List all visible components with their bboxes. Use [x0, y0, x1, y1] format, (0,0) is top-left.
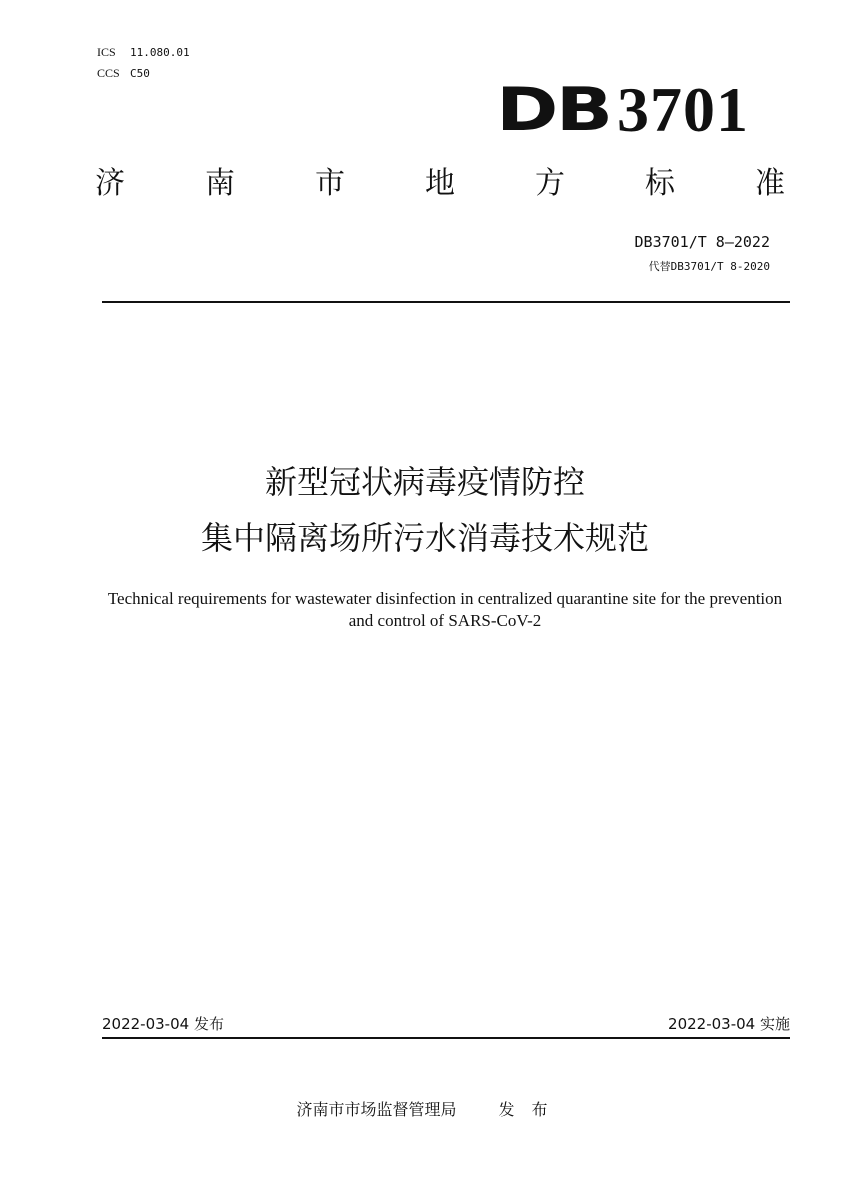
standard-type-char: 准: [755, 166, 785, 201]
publisher-line: [0, 1099, 850, 1121]
standard-type-char: 方: [535, 166, 565, 201]
chinese-title-line-2: 集中隔离场所污水消毒技术规范: [200, 519, 649, 557]
ccs-line: [97, 63, 190, 84]
logo-number: 3701: [617, 74, 749, 145]
standard-type-char: 地: [425, 166, 455, 201]
standard-number-block: [635, 232, 770, 276]
standard-type-char: 标: [645, 166, 675, 201]
standard-type-heading: [95, 164, 785, 204]
replaces-note: 代替DB3701/T 8-2020: [648, 260, 770, 273]
standard-type-char: 济: [95, 166, 125, 201]
standard-number: DB3701/T 8—2022: [634, 233, 770, 251]
chinese-title-line-1: 新型冠状病毒疫情防控: [264, 463, 585, 501]
classification-codes: [97, 42, 190, 84]
implementation-date: 2022-03-04 实施: [668, 1015, 790, 1033]
publish-action: 发 布: [498, 1100, 554, 1119]
ics-value: 11.080.01: [130, 46, 190, 59]
ics-label: ICS: [97, 45, 116, 59]
bottom-divider: [102, 1037, 790, 1039]
publisher-org: 济南市市场监督管理局: [296, 1100, 457, 1119]
logo-prefix: DB: [496, 75, 611, 145]
ccs-value: C50: [130, 67, 150, 80]
standard-type-char: 南: [205, 166, 235, 201]
standard-logo: [496, 70, 749, 145]
issue-date: 2022-03-04 发布: [102, 1015, 224, 1033]
ccs-label: CCS: [97, 66, 120, 80]
ics-line: [97, 42, 190, 63]
standard-type-char: 市: [315, 166, 345, 201]
english-title: Technical requirements for wastewater disinfection in centralized quarantine site for the prevention and control of SARS-CoV-2: [107, 589, 783, 630]
top-divider: [102, 301, 790, 303]
